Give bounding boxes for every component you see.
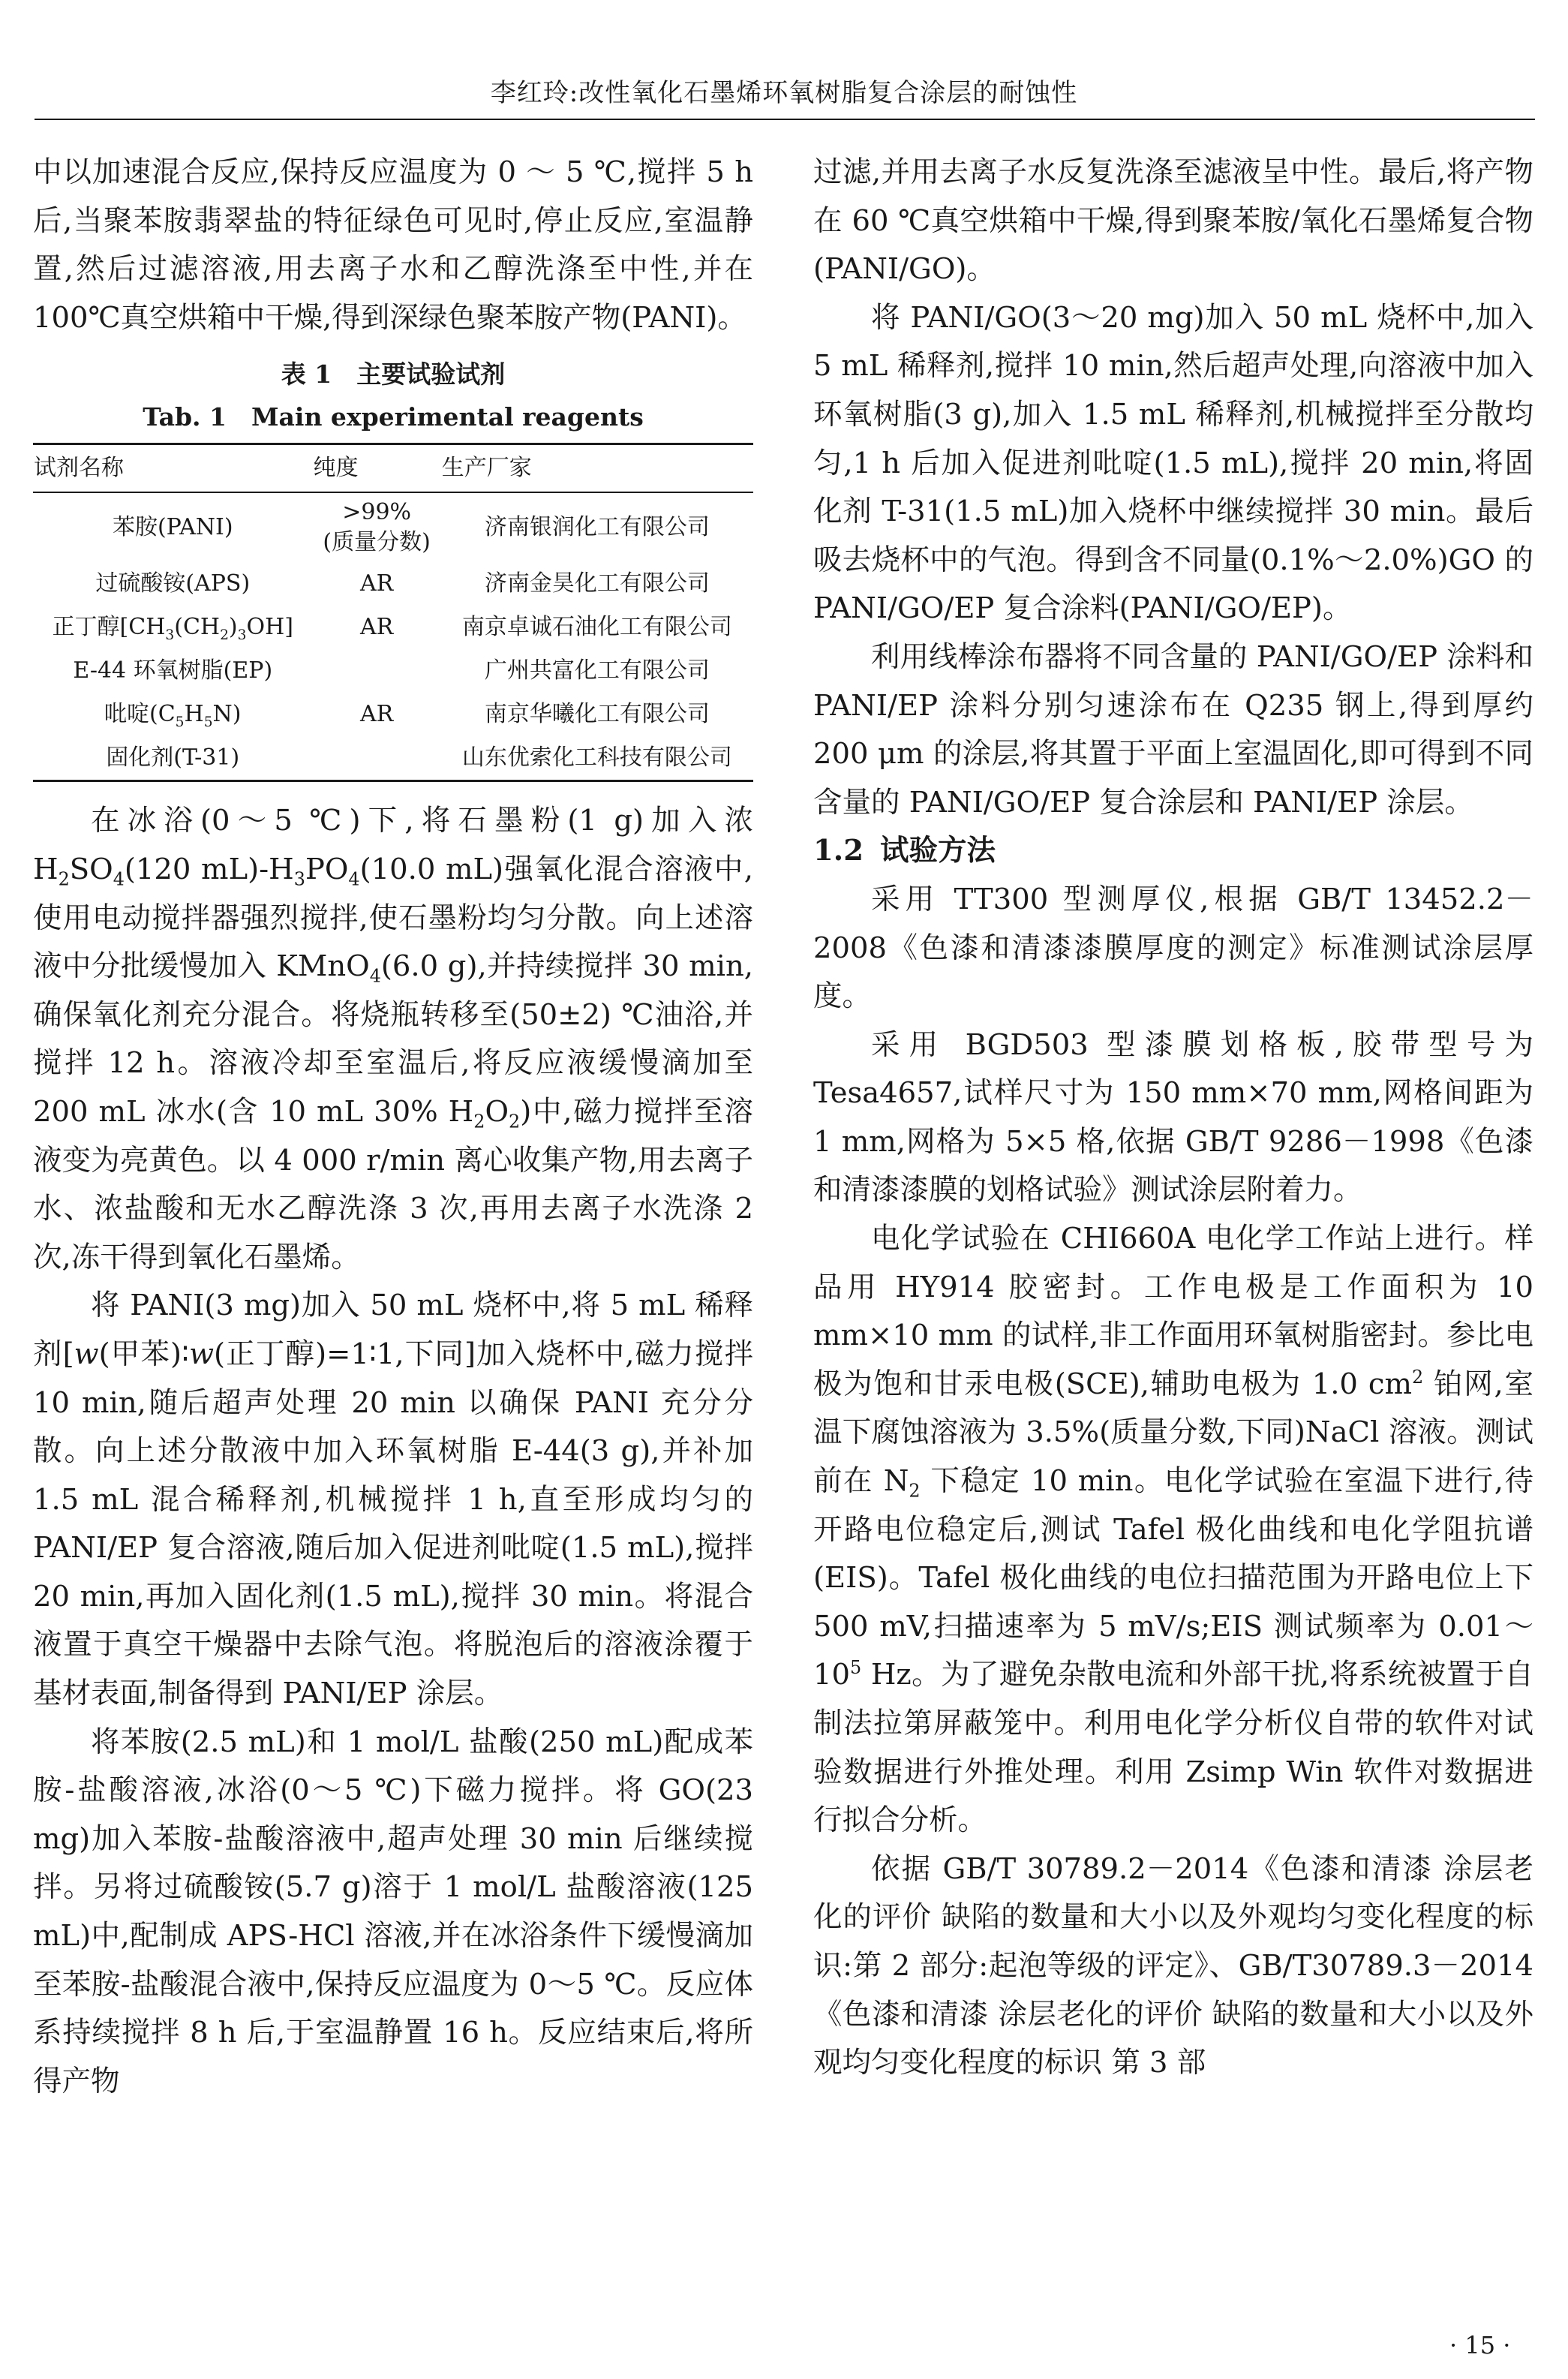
table-title-cn: 表 1 主要试验试剂: [281, 359, 506, 389]
table-row: [33, 649, 753, 693]
paragraph-coating-application: 利用线棒涂布器将不同含量的 PANI/GO/EP 涂料和 PANI/EP 涂料分别匀速涂布在 Q235 钢上,得到厚约 200 μm 的涂层,将其置于平面上室温固化,即可得到不同含量的 PANI/GO/EP 复合涂层和 PANI/EP 涂层。: [813, 639, 1533, 820]
reagents-table: [33, 443, 753, 782]
reagent-manufacturer: 南京华曦化工有限公司: [484, 701, 710, 728]
reagent-purity: [313, 736, 441, 781]
reagent-name: 过硫酸铵(APS): [95, 570, 251, 597]
purity-note: (质量分数): [323, 529, 431, 556]
reagent-purity: AR: [360, 570, 394, 597]
reagent-purity: AR: [360, 614, 394, 641]
table-row: [33, 492, 753, 562]
table-header-row: [33, 444, 753, 493]
section-number: 1.2: [813, 834, 864, 868]
reagent-purity: [313, 649, 441, 693]
table-row: [33, 606, 753, 649]
table-title-en: Tab. 1 Main experimental reagents: [143, 402, 644, 432]
table-1: [33, 353, 753, 782]
reagent-name: 苯胺(PANI): [112, 514, 233, 541]
paragraph-electrochemical-test: 电化学试验在 CHI660A 电化学工作站上进行。样品用 HY914 胶密封。工作电极是工作面积为 10 mm×10 mm 的试样,非工作面用环氧树脂密封。参比电极为饱和甘汞电极(SCE),辅助电极为 1.0 $cm^2$ 铂网,室温下腐蚀溶液为 3.5%(质量分数,下同)NaCl 溶液。测试前在 $N_2$ 下稳定 10 min。电化学试验在室温下进行,待开路电位稳定后,测试 Tafel 极化曲线和电化学阻抗谱(EIS)。Tafel 极化曲线的电位扫描范围为开路电位上下 500 mV,扫描速率为 5 mV/s;EIS 测试频率为 $0.01\sim 10^5$ Hz。为了避免杂散电流和外部干扰,将系统被置于自制法拉第屏蔽笼中。利用电化学分析仪自带的软件对试验数据进行外推处理。利用 Zsimp Win 软件对数据进行拟合分析。: [813, 1222, 1533, 1838]
reagent-name: 正丁醇$[CH_3(CH_2)_3OH]$: [52, 614, 293, 644]
paragraph-standards: 依据 GB/T 30789.2－2014《色漆和清漆 涂层老化的评价 缺陷的数量和大小以及外观均匀变化程度的标识:第 2 部分:起泡等级的评定》、GB/T30789.3－2014《色漆和清漆 涂层老化的评价 缺陷的数量和大小以及外观均匀变化程度的标识 第 3 部: [813, 1851, 1533, 2080]
page-number: · 15 ·: [1449, 2331, 1511, 2359]
reagent-name: 吡啶$(C_5H_5N)$: [104, 701, 242, 731]
section-heading-test-methods: [813, 827, 1533, 876]
reagent-manufacturer: 广州共富化工有限公司: [484, 657, 710, 684]
column-header-manufacturer: 生产厂家: [441, 444, 753, 493]
paragraph-pani-go-synthesis-end: 过滤,并用去离子水反复洗涤至滤液呈中性。最后,将产物在 60 ℃真空烘箱中干燥,得到聚苯胺/氧化石墨烯复合物(PANI/GO)。: [813, 155, 1533, 287]
right-column: [813, 149, 1533, 2088]
column-header-reagent: 试剂名称: [33, 444, 313, 493]
column-header-purity: 纯度: [313, 444, 441, 493]
paragraph-thickness-test: 采用 TT300 型测厚仪,根据 GB/T 13452.2－2008《色漆和清漆漆膜厚度的测定》标准测试涂层厚度。: [813, 882, 1533, 1014]
table-row: [33, 693, 753, 736]
paragraph-coating-preparation: 将 PANI/GO(3～20 mg)加入 50 mL 烧杯中,加入 5 mL 稀释剂,搅拌 10 min,然后超声处理,向溶液中加入环氧树脂(3 g),加入 1.5 mL 稀释剂,机械搅拌至分散均匀,1 h 后加入促进剂吡啶(1.5 mL),搅拌 20 min,将固化剂 T-31(1.5 mL)加入烧杯中继续搅拌 30 min。最后吸去烧杯中的气泡。得到含不同量(0.1%～2.0%)GO 的 PANI/GO/EP 复合涂料(PANI/GO/EP)。: [813, 300, 1533, 626]
paragraph-pani-ep-preparation: 将 PANI(3 mg)加入 50 mL 烧杯中,将 5 mL 稀释剂[w(甲苯)∶w(正丁醇)=1∶1,下同]加入烧杯中,磁力搅拌 10 min,随后超声处理 20 min 以确保 PANI 充分分散。向上述分散液中加入环氧树脂 E-44(3 g),并补加 1.5 mL 混合稀释剂,机械搅拌 1 h,直至形成均匀的 PANI/EP 复合溶液,随后加入促进剂吡啶(1.5 mL),搅拌 20 min,再加入固化剂(1.5 mL),搅拌 30 min。将混合液置于真空干燥器中去除气泡。将脱泡后的溶液涂覆于基材表面,制备得到 PANI/EP 涂层。: [33, 1289, 754, 1711]
paragraph-pani-synthesis-end: 中以加速混合反应,保持反应温度为 0 ～ 5 ℃,搅拌 5 h 后,当聚苯胺翡翠盐的特征绿色可见时,停止反应,室温静置,然后过滤溶液,用去离子水和乙醇洗涤至中性,并在 100℃真空烘箱中干燥,得到深绿色聚苯胺产物(PANI)。: [33, 155, 753, 335]
reagent-name: 固化剂(T-31): [106, 744, 240, 771]
reagent-purity: AR: [360, 701, 394, 728]
header-divider: [35, 119, 1535, 120]
reagent-manufacturer: 济南银润化工有限公司: [484, 514, 710, 541]
reagent-manufacturer: 山东优索化工科技有限公司: [461, 744, 732, 771]
reagent-manufacturer: 济南金昊化工有限公司: [484, 570, 710, 597]
reagent-name: E-44 环氧树脂(EP): [73, 657, 273, 684]
paragraph-pani-go-synthesis: 将苯胺(2.5 mL)和 1 mol/L 盐酸(250 mL)配成苯胺-盐酸溶液,冰浴(0～5 ℃)下磁力搅拌。将 GO(23 mg)加入苯胺-盐酸溶液中,超声处理 30 min 后继续搅拌。另将过硫酸铵(5.7 g)溶于 1 mol/L 盐酸溶液(125 mL)中,配制成 APS-HCl 溶液,并在冰浴条件下缓慢滴加至苯胺-盐酸混合液中,保持反应温度为 0～5 ℃。反应体系持续搅拌 8 h 后,于室温静置 16 h。反应结束后,将所得产物: [33, 1725, 753, 2098]
reagent-manufacturer: 南京卓诚石油化工有限公司: [461, 614, 732, 641]
table-row: [33, 736, 753, 781]
running-header-title: 李红玲:改性氧化石墨烯环氧树脂复合涂层的耐蚀性: [490, 78, 1078, 108]
paragraph-adhesion-test: 采用 BGD503 型漆膜划格板,胶带型号为 Tesa4657,试样尺寸为 150 mm×70 mm,网格间距为 1 mm,网格为 5×5 格,依据 GB/T 9286－1998《色漆和清漆漆膜的划格试验》测试涂层附着力。: [813, 1027, 1533, 1208]
paragraph-go-preparation: 在冰浴(0～5 ℃)下,将石墨粉(1 g)加入浓 $H_2SO_4(120$ $mL)-H_3PO_4(10.0$ mL)强氧化混合溶液中,使用电动搅拌器强烈搅拌,使石墨粉均匀分散。向上述溶液中分批缓慢加入 KMnO$_4$(6.0 g),并持续搅拌 30 min,确保氧化剂充分混合。将烧瓶转移至(50±2) ℃油浴,并搅拌 12 h。溶液冷却至室温后,将反应液缓慢滴加至 200 mL 冰水(含 10 mL 30% $H_2O_2$)中,磁力搅拌至溶液变为亮黄色。以 4 000 r/min 离心收集产物,用去离子水、浓盐酸和无水乙醇洗涤 3 次,再用去离子水洗涤 2 次,冻干得到氧化石墨烯。: [33, 804, 754, 1274]
table-row: [33, 562, 753, 606]
reagent-purity: [313, 492, 441, 562]
purity-value: >99%: [342, 499, 412, 526]
left-column: [33, 149, 753, 2106]
section-title: 试验方法: [879, 834, 996, 868]
